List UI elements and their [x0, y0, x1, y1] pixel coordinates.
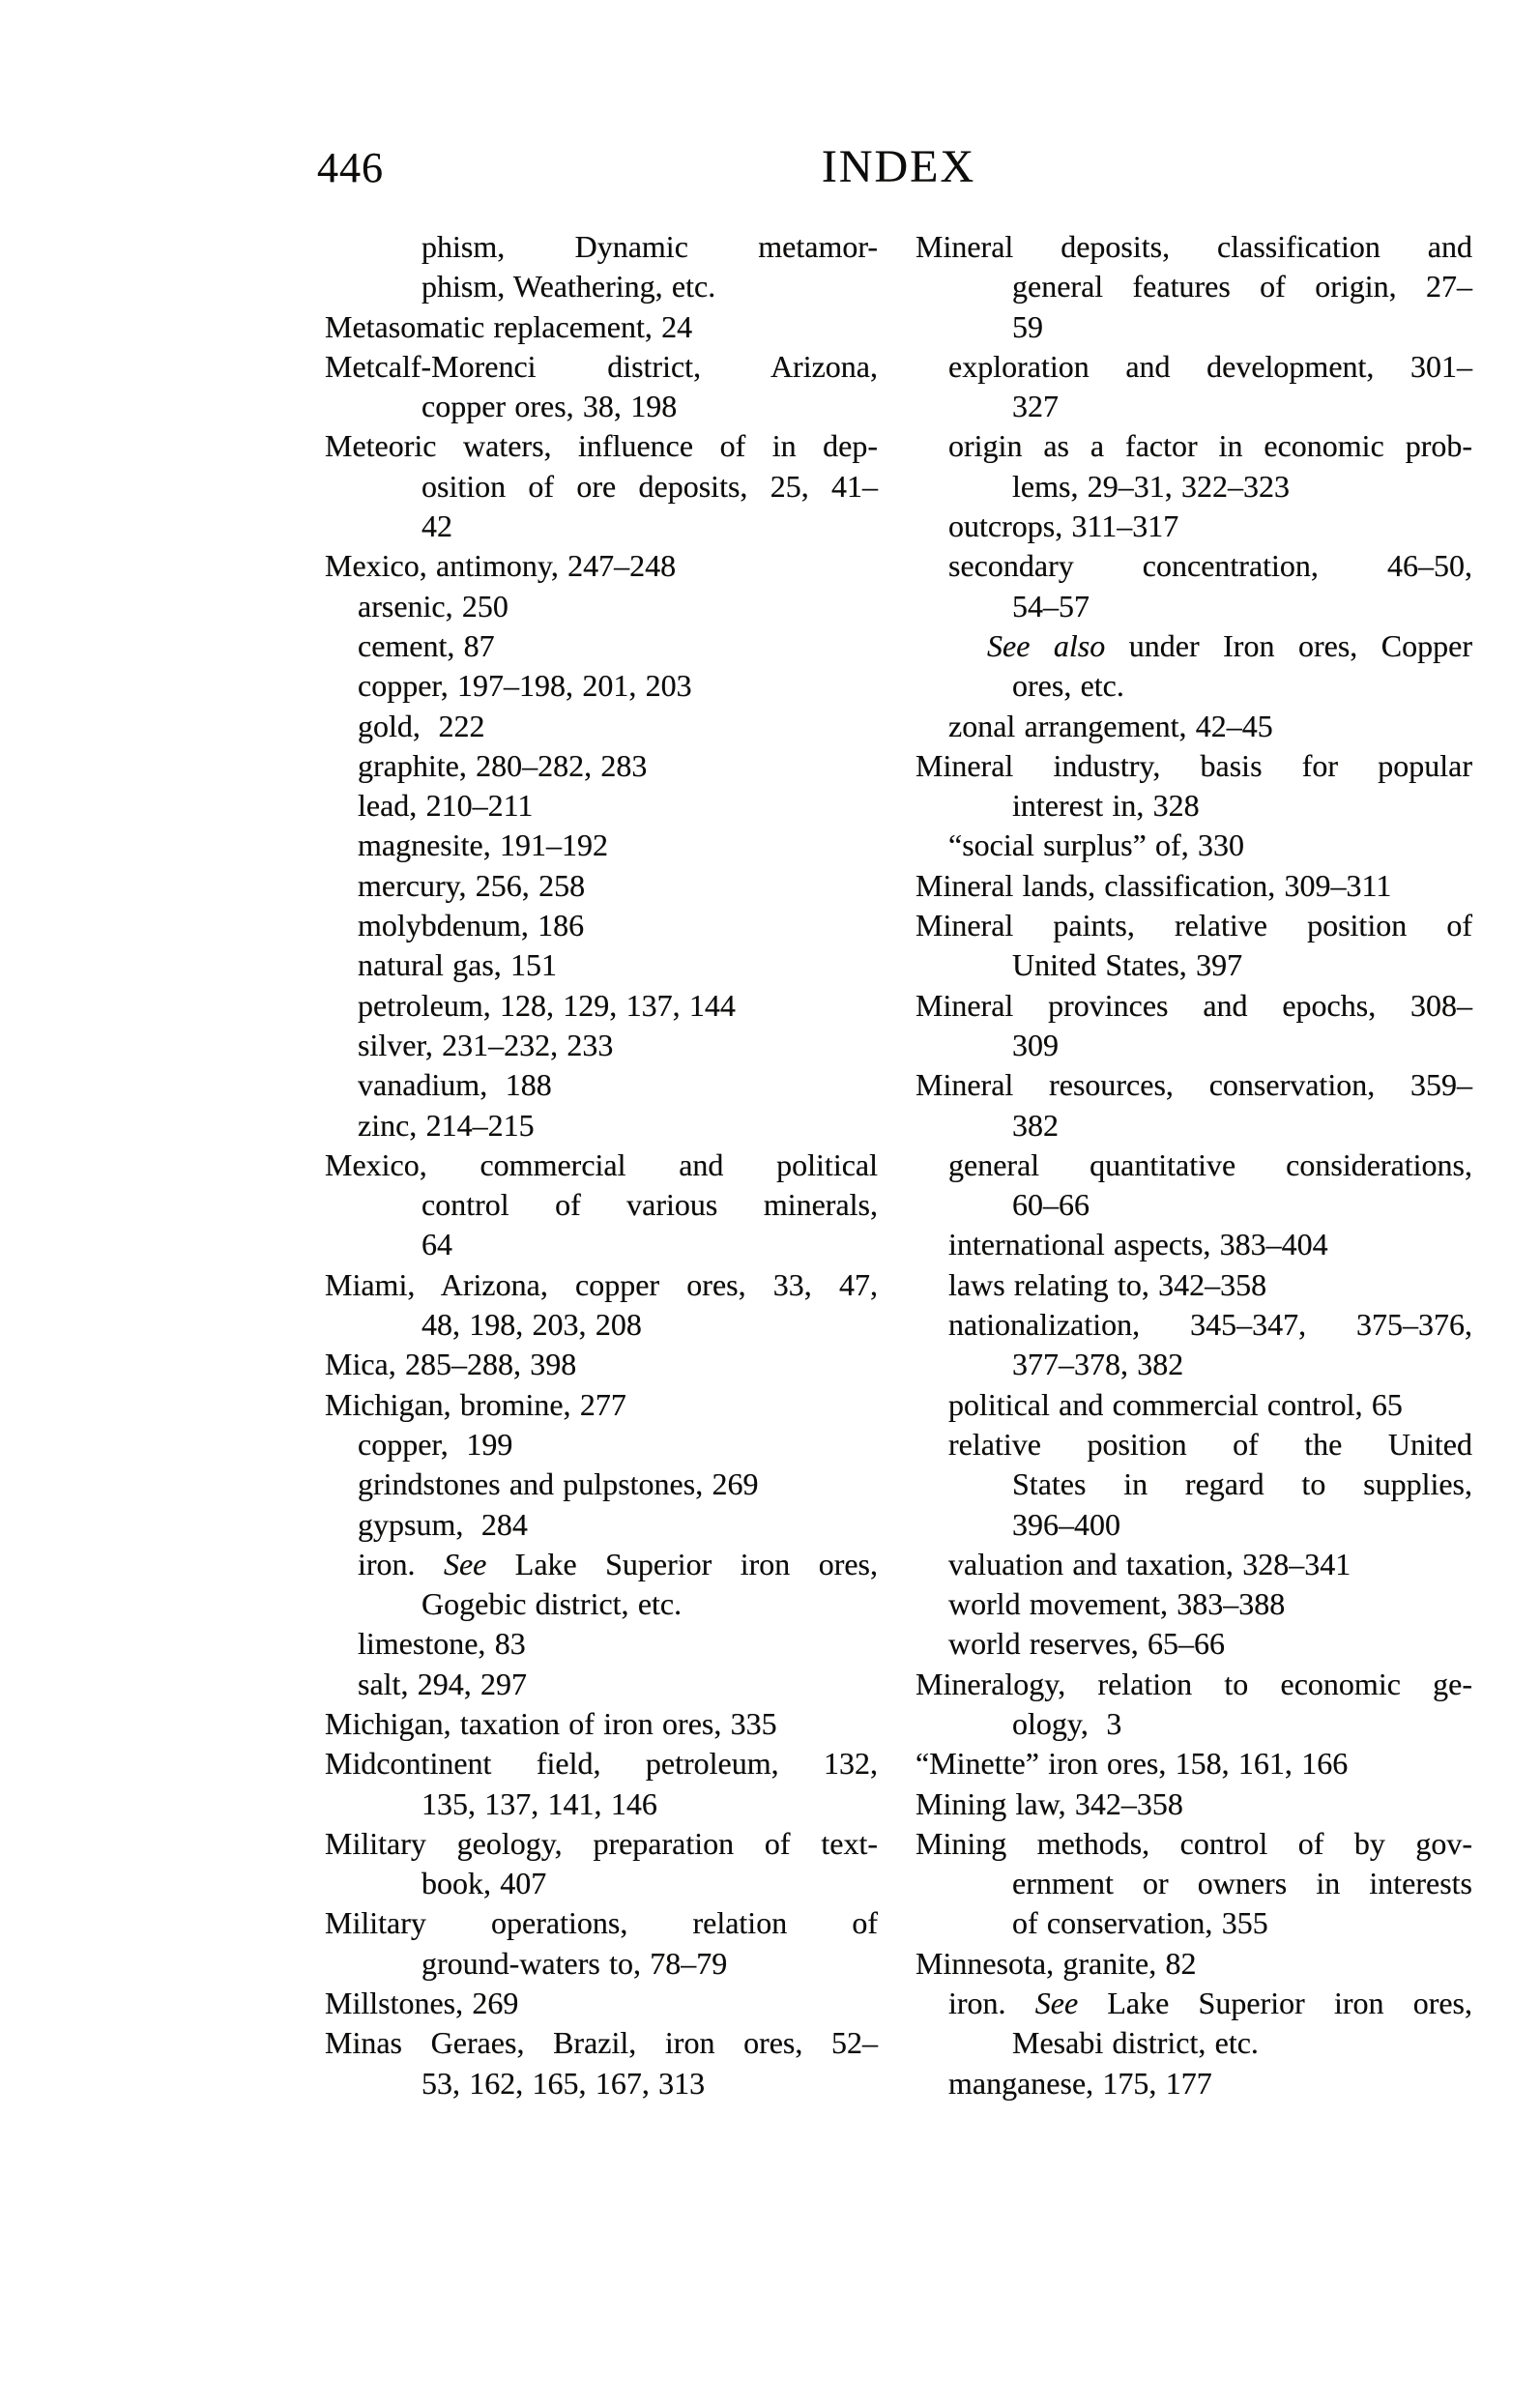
index-text-segment: 64: [421, 1227, 452, 1262]
index-line: [1012, 307, 1472, 347]
index-line: [325, 307, 878, 347]
see-reference-italic: See: [1034, 1986, 1079, 2021]
index-line: [948, 1624, 1472, 1664]
index-text-segment: lems, 29–31, 322–323: [1012, 468, 1290, 504]
index-line: [915, 986, 1472, 1026]
index-line: [987, 626, 1472, 666]
index-text-segment: Mexico, antimony, 247–248: [325, 548, 677, 584]
index-line: [948, 707, 1472, 746]
index-text-segment: 53, 162, 165, 167, 313: [421, 2065, 706, 2101]
index-line: [1012, 786, 1472, 826]
index-text-segment: copper ores, 38, 198: [421, 389, 678, 424]
index-text-segment: Mesabi district, etc.: [1012, 2025, 1259, 2061]
index-column-right: [915, 227, 1472, 2103]
index-text-segment: 59: [1012, 308, 1043, 344]
index-line: [358, 1545, 878, 1584]
index-text-segment: Mexico, commercial and political: [325, 1146, 878, 1182]
index-line: [1012, 1345, 1472, 1384]
index-text-segment: Mining law, 342–358: [915, 1785, 1183, 1821]
index-line: [1012, 1704, 1472, 1744]
index-text-segment: laws relating to, 342–358: [948, 1266, 1267, 1302]
index-text-segment: mercury, 256, 258: [358, 867, 586, 903]
index-text-segment: limestone, 83: [358, 1626, 526, 1662]
index-line: [358, 666, 878, 706]
index-text-segment: 42: [421, 508, 452, 544]
index-line: [325, 546, 878, 586]
index-text-segment: arsenic, 250: [358, 588, 508, 624]
index-line: [325, 1265, 878, 1305]
index-text-segment: Military geology, preparation of text-: [325, 1825, 878, 1861]
index-line: [325, 1984, 878, 2023]
index-line: [421, 2064, 878, 2103]
index-line: [948, 1225, 1472, 1264]
index-line: [358, 945, 878, 985]
index-text-segment: molybdenum, 186: [358, 908, 585, 943]
index-text-segment: manganese, 175, 177: [948, 2065, 1212, 2101]
index-text-segment: Mica, 285–288, 398: [325, 1347, 577, 1382]
index-line: [1012, 1903, 1472, 1943]
index-line: [358, 587, 878, 626]
index-line: [421, 1944, 878, 1984]
index-text-segment: iron.: [358, 1546, 444, 1581]
index-text-segment: Lake Superior iron ores,: [1078, 1986, 1473, 2021]
index-line: [915, 1784, 1472, 1824]
index-text-segment: States in regard to supplies,: [1012, 1466, 1472, 1502]
index-text-segment: Metcalf-Morenci district, Arizona,: [325, 348, 878, 384]
index-text-segment: phism, Weathering, etc.: [421, 269, 716, 304]
index-line: [358, 1464, 878, 1504]
index-line: [325, 1146, 878, 1185]
index-line: [325, 347, 878, 387]
index-text-segment: Mineral paints, relative position of: [915, 908, 1472, 943]
index-text-segment: 135, 137, 141, 146: [421, 1785, 657, 1821]
index-text-segment: copper, 199: [358, 1426, 513, 1462]
page-number: 446: [317, 144, 384, 191]
index-text-segment: salt, 294, 297: [358, 1666, 527, 1701]
index-text-segment: iron.: [948, 1986, 1035, 2021]
index-text-segment: Michigan, taxation of iron ores, 335: [325, 1705, 777, 1741]
index-text-segment: general quantitative considerations,: [948, 1146, 1472, 1182]
index-text-segment: world movement, 383–388: [948, 1586, 1286, 1622]
index-text-segment: valuation and taxation, 328–341: [948, 1546, 1351, 1581]
index-text-segment: 377–378, 382: [1012, 1347, 1184, 1382]
index-text-segment: “social surplus” of, 330: [948, 827, 1244, 863]
index-text-segment: ernment or owners in interests: [1012, 1866, 1472, 1901]
index-text-segment: “Minette” iron ores, 158, 161, 166: [915, 1746, 1349, 1782]
index-line: [948, 1305, 1472, 1345]
index-text-segment: silver, 231–232, 233: [358, 1027, 614, 1062]
index-text-segment: Gogebic district, etc.: [421, 1586, 683, 1622]
index-text-segment: Mineralogy, relation to economic ge-: [915, 1666, 1472, 1701]
index-line: [948, 1425, 1472, 1464]
index-line: [948, 1984, 1472, 2023]
index-line: [358, 746, 878, 786]
index-line: [358, 1665, 878, 1704]
index-text-segment: cement, 87: [358, 627, 495, 663]
index-text-segment: Mineral provinces and epochs, 308–: [915, 987, 1472, 1023]
index-text-segment: 48, 198, 203, 208: [421, 1307, 642, 1343]
index-line: [358, 626, 878, 666]
index-line: [948, 347, 1472, 387]
index-text-segment: Miami, Arizona, copper ores, 33, 47,: [325, 1266, 878, 1302]
index-line: [421, 1185, 878, 1225]
index-line: [421, 1225, 878, 1264]
index-line: [358, 1026, 878, 1065]
index-line: [1012, 467, 1472, 507]
index-text-segment: international aspects, 383–404: [948, 1227, 1328, 1262]
index-text-segment: Midcontinent field, petroleum, 132,: [325, 1746, 878, 1782]
index-line: [325, 1903, 878, 1943]
see-reference-italic: See: [443, 1546, 487, 1581]
index-text-segment: interest in, 328: [1012, 788, 1200, 824]
index-text-segment: grindstones and pulpstones, 269: [358, 1466, 759, 1502]
index-line: [1012, 387, 1472, 426]
index-line: [948, 826, 1472, 865]
index-text-segment: natural gas, 151: [358, 947, 558, 983]
index-text-segment: Military operations, relation of: [325, 1905, 878, 1941]
index-line: [421, 1584, 878, 1624]
index-text-segment: ground-waters to, 78–79: [421, 1945, 728, 1981]
index-line: [915, 1944, 1472, 1984]
index-text-segment: general features of origin, 27–: [1012, 269, 1472, 304]
index-text-segment: zonal arrangement, 42–45: [948, 708, 1273, 743]
index-line: [1012, 1505, 1472, 1545]
index-text-segment: Mineral deposits, classification and: [915, 229, 1472, 264]
index-text-segment: 54–57: [1012, 588, 1090, 624]
index-text-segment: political and commercial control, 65: [948, 1386, 1403, 1422]
index-text-segment: outcrops, 311–317: [948, 508, 1179, 544]
index-text-segment: under Iron ores, Copper: [1105, 627, 1473, 663]
index-text-segment: Mining methods, control of by gov-: [915, 1825, 1472, 1861]
index-text-segment: 309: [1012, 1027, 1059, 1062]
index-line: [421, 467, 878, 507]
index-line: [325, 426, 878, 466]
index-text-segment: ores, etc.: [1012, 668, 1124, 704]
index-line: [421, 507, 878, 546]
index-line: [948, 2064, 1472, 2103]
index-line: [358, 1505, 878, 1545]
index-text-segment: Metasomatic replacement, 24: [325, 308, 693, 344]
index-text-segment: Millstones, 269: [325, 1986, 519, 2021]
index-line: [1012, 945, 1472, 985]
index-text-segment: zinc, 214–215: [358, 1107, 535, 1143]
index-text-segment: relative position of the United: [948, 1426, 1472, 1462]
index-text-segment: magnesite, 191–192: [358, 827, 609, 863]
index-line: [421, 1305, 878, 1345]
index-line: [358, 707, 878, 746]
index-line: [358, 786, 878, 826]
index-text-segment: ology, 3: [1012, 1705, 1122, 1741]
index-line: [1012, 1026, 1472, 1065]
index-text-segment: Minas Geraes, Brazil, iron ores, 52–: [325, 2025, 878, 2061]
index-line: [358, 866, 878, 906]
index-text-segment: United States, 397: [1012, 947, 1243, 983]
index-text-segment: osition of ore deposits, 25, 41–: [421, 468, 878, 504]
index-line: [1012, 1864, 1472, 1903]
index-line: [421, 387, 878, 426]
index-line: [358, 1624, 878, 1664]
index-line: [1012, 267, 1472, 306]
index-line: [1012, 1106, 1472, 1146]
index-text-segment: copper, 197–198, 201, 203: [358, 668, 692, 704]
index-text-segment: 327: [1012, 389, 1059, 424]
index-line: [948, 1545, 1472, 1584]
index-text-segment: Mineral industry, basis for popular: [915, 747, 1472, 783]
index-text-segment: Lake Superior iron ores,: [486, 1546, 878, 1581]
index-line: [325, 1824, 878, 1864]
index-line: [358, 906, 878, 945]
index-text-segment: Minnesota, granite, 82: [915, 1945, 1197, 1981]
index-line: [325, 2023, 878, 2063]
see-reference-italic: See also: [987, 627, 1106, 663]
index-text-segment: Mineral resources, conservation, 359–: [915, 1067, 1472, 1103]
index-line: [421, 227, 878, 267]
index-line: [1012, 666, 1472, 706]
index-text-segment: 382: [1012, 1107, 1059, 1143]
index-text-segment: control of various minerals,: [421, 1187, 878, 1223]
index-line: [948, 507, 1472, 546]
index-line: [358, 1425, 878, 1464]
index-text-segment: phism, Dynamic metamor-: [421, 229, 878, 264]
index-line: [915, 746, 1472, 786]
index-text-segment: world reserves, 65–66: [948, 1626, 1226, 1662]
index-text-segment: 60–66: [1012, 1187, 1090, 1223]
index-text-segment: exploration and development, 301–: [948, 348, 1472, 384]
index-line: [1012, 1464, 1472, 1504]
index-text-segment: Mineral lands, classification, 309–311: [915, 867, 1392, 903]
index-line: [915, 1824, 1472, 1864]
index-line: [1012, 2023, 1472, 2063]
index-text-segment: vanadium, 188: [358, 1067, 552, 1103]
index-line: [358, 986, 878, 1026]
index-text-segment: book, 407: [421, 1866, 547, 1901]
index-line: [358, 826, 878, 865]
index-line: [915, 866, 1472, 906]
index-line: [915, 1665, 1472, 1704]
index-line: [915, 1744, 1472, 1784]
index-text-segment: gypsum, 284: [358, 1506, 528, 1542]
index-line: [1012, 587, 1472, 626]
index-line: [948, 1146, 1472, 1185]
index-line: [948, 1584, 1472, 1624]
index-line: [358, 1065, 878, 1105]
index-column-left: [325, 227, 878, 2103]
index-text-segment: 396–400: [1012, 1506, 1120, 1542]
index-line: [915, 906, 1472, 945]
index-text-segment: Michigan, bromine, 277: [325, 1386, 626, 1422]
index-line: [915, 1065, 1472, 1105]
index-text-segment: nationalization, 345–347, 375–376,: [948, 1307, 1472, 1343]
index-line: [325, 1345, 878, 1384]
index-line: [325, 1704, 878, 1744]
index-line: [421, 1864, 878, 1903]
index-text-segment: petroleum, 128, 129, 137, 144: [358, 987, 736, 1023]
index-text-segment: lead, 210–211: [358, 788, 534, 824]
index-text-segment: graphite, 280–282, 283: [358, 747, 648, 783]
index-text-segment: of conservation, 355: [1012, 1905, 1268, 1941]
index-line: [915, 227, 1472, 267]
index-line: [948, 426, 1472, 466]
index-line: [421, 267, 878, 306]
page-title: INDEX: [821, 141, 976, 192]
index-text-segment: Meteoric waters, influence of in dep-: [325, 428, 878, 464]
index-line: [948, 1385, 1472, 1425]
index-line: [358, 1106, 878, 1146]
index-line: [421, 1784, 878, 1824]
index-line: [325, 1385, 878, 1425]
index-line: [948, 1265, 1472, 1305]
index-text-segment: gold, 222: [358, 708, 485, 743]
index-text-segment: origin as a factor in economic prob-: [948, 428, 1472, 464]
index-line: [325, 1744, 878, 1784]
index-text-segment: secondary concentration, 46–50,: [948, 548, 1472, 584]
index-line: [1012, 1185, 1472, 1225]
index-line: [948, 546, 1472, 586]
